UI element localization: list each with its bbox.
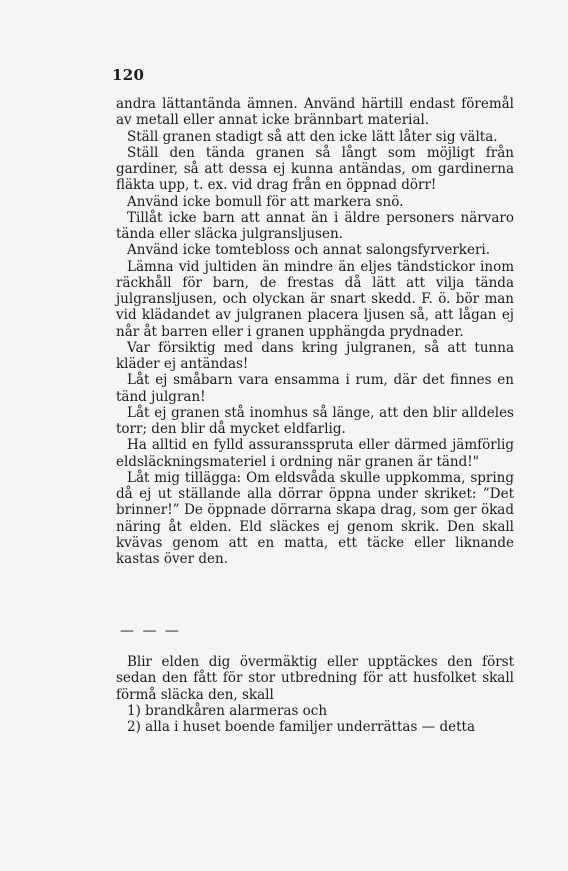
paragraph: Ställ den tända granen så långt som möjligt från gardiner, så att dessa ej kunna antändas, om gardinerna fläkta upp, t. ex. vid drag från en öppnad dörr! [116,144,514,194]
paragraph: Låt ej småbarn vara ensamma i rum, där det finnes en tänd julgran! [116,372,514,405]
paragraph: Blir elden dig övermäktig eller upptäckes den först sedan den fått för stor utbredning för att husfolket skall förmå släcka den, skall [116,654,514,703]
page-number: 120 [112,66,145,84]
paragraph: Lämna vid jultiden än mindre än eljes tändstickor inom räckhåll för barn, de frestas då lätt att vilja tända julgransljusen, och olyckan är snart skedd. F. ö. bör man vid klädandet av julgranen placera ljusen så, att lågan ej når åt barren eller i granen upphängda prydnader. [116,258,514,340]
paragraph: Tillåt icke barn att annat än i äldre personers närvaro tända eller släcka julgransljusen. [116,209,514,242]
paragraph: andra lättantända ämnen. Använd härtill endast föremål av metall eller annat icke brännbart material. [116,96,514,129]
paragraph: Var försiktig med dans kring julgranen, så att tunna kläder ej antändas! [116,339,514,372]
section-separator: — — — [120,623,181,639]
paragraph: Ställ granen stadigt så att den icke lätt låter sig välta. [127,128,498,145]
paragraph: Använd icke bomull för att markera snö. [127,193,404,210]
paragraph: Använd icke tomtebloss och annat salongsfyrverkeri. [127,242,491,259]
paragraph: Låt mig tillägga: Om eldsvåda skulle uppkomma, spring då ej ut ställande alla dörrar öppna under skriket: ”Det brinner!” De öppnade dörrarna skapa drag, som ger ökad näring åt elden. Eld släckes ej genom skrik. Den skall kvävas genom att en matta, ett täcke eller liknande kastas över den. [116,469,514,567]
list-item: 2) alla i huset boende familjer underrättas — detta [127,719,475,735]
paragraph: Ha alltid en fylld assuransspruta eller därmed jämförlig eldsläckningsmateriel i ordning när granen är tänd!" [116,437,514,470]
main-text [116,96,514,567]
list-item: 1) brandkåren alarmeras och [127,702,328,719]
closing-text [116,654,514,735]
paragraph: Låt ej granen stå inomhus så länge, att den blir alldeles torr; den blir då mycket eldfarlig. [116,404,514,437]
